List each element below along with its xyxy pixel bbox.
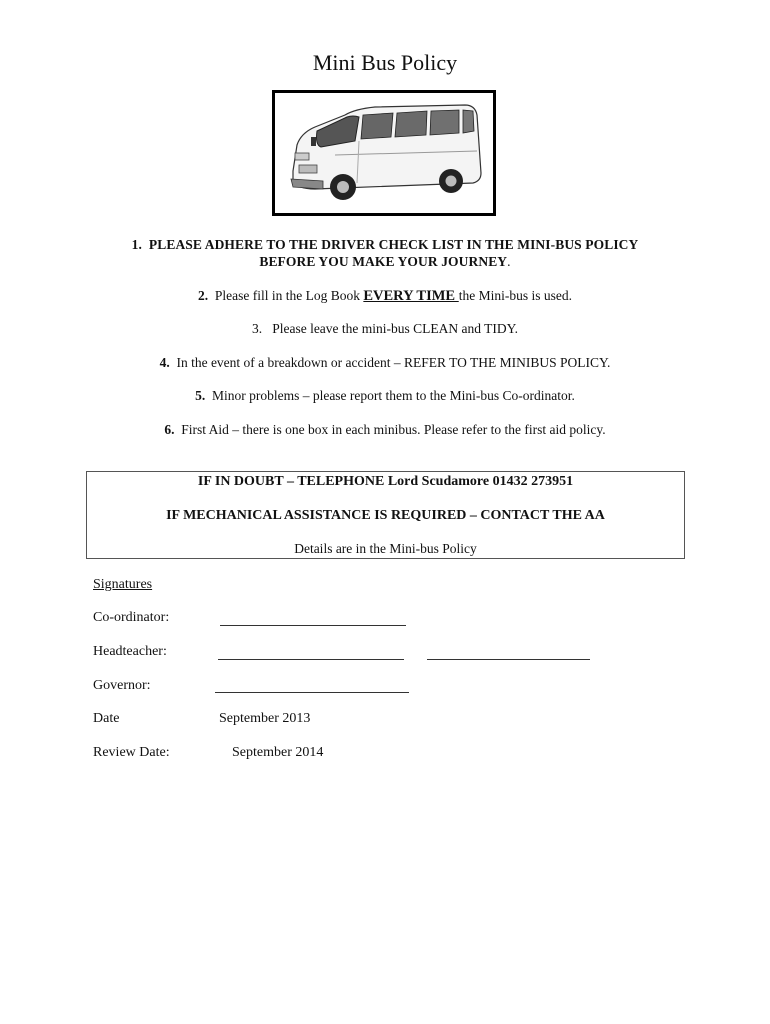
page-title: Mini Bus Policy [312, 50, 458, 75]
rule-6 [0, 422, 770, 438]
notice-mechanical: IF MECHANICAL ASSISTANCE IS REQUIRED – CONTACT THE AA [166, 508, 605, 523]
rule-5 [0, 388, 770, 404]
coordinator-label: Co-ordinator: [93, 610, 170, 625]
notice-details: Details are in the Mini-bus Policy [294, 541, 477, 556]
headteacher-signature-line-2[interactable] [427, 659, 590, 660]
rule-number: 3. [251, 321, 263, 336]
rule-2 [0, 288, 770, 305]
review-date-value: September 2014 [232, 745, 324, 760]
rule-text-line2: BEFORE YOU MAKE YOUR JOURNEY [259, 254, 508, 269]
coordinator-signature-line[interactable] [220, 625, 406, 626]
governor-signature-line[interactable] [215, 692, 409, 693]
rule-number: 6. [164, 422, 175, 437]
headteacher-label: Headteacher: [93, 644, 167, 659]
date-label: Date [93, 711, 120, 726]
rule-emphasis: EVERY TIME [363, 288, 459, 304]
review-date-label: Review Date: [93, 745, 170, 760]
rule-text: Please leave the mini-bus CLEAN and TIDY. [272, 321, 519, 336]
minibus-image [272, 90, 496, 216]
signatures-heading: Signatures [93, 577, 153, 592]
rule-text-end: . [507, 254, 511, 269]
notice-telephone: IF IN DOUBT – TELEPHONE Lord Scudamore 01432 273951 [197, 474, 574, 489]
rule-text: First Aid – there is one box in each minibus. Please refer to the first aid policy. [181, 422, 606, 437]
rule-text: Minor problems – please report them to the Mini-bus Co-ordinator. [211, 388, 575, 403]
governor-label: Governor: [93, 678, 151, 693]
rule-text: PLEASE ADHERE TO THE DRIVER CHECK LIST IN THE MINI-BUS POLICY [148, 237, 639, 252]
rule-number: 2. [198, 288, 209, 303]
rule-text: In the event of a breakdown or accident – REFER TO THE MINIBUS POLICY. [176, 355, 611, 370]
notice-box [86, 471, 685, 559]
rule-1 [0, 237, 770, 253]
rule-3 [0, 321, 770, 337]
rule-number: 1. [131, 237, 142, 252]
rule-number: 5. [195, 388, 206, 403]
rule-4 [0, 355, 770, 371]
rule-text: Please fill in the Log Book [214, 288, 364, 303]
date-value: September 2013 [219, 711, 311, 726]
headteacher-signature-line[interactable] [218, 659, 404, 660]
rule-text-end: the Mini-bus is used. [458, 288, 572, 303]
rule-1-continued [0, 254, 770, 270]
minibus-icon [275, 93, 493, 213]
rule-number: 4. [159, 355, 170, 370]
